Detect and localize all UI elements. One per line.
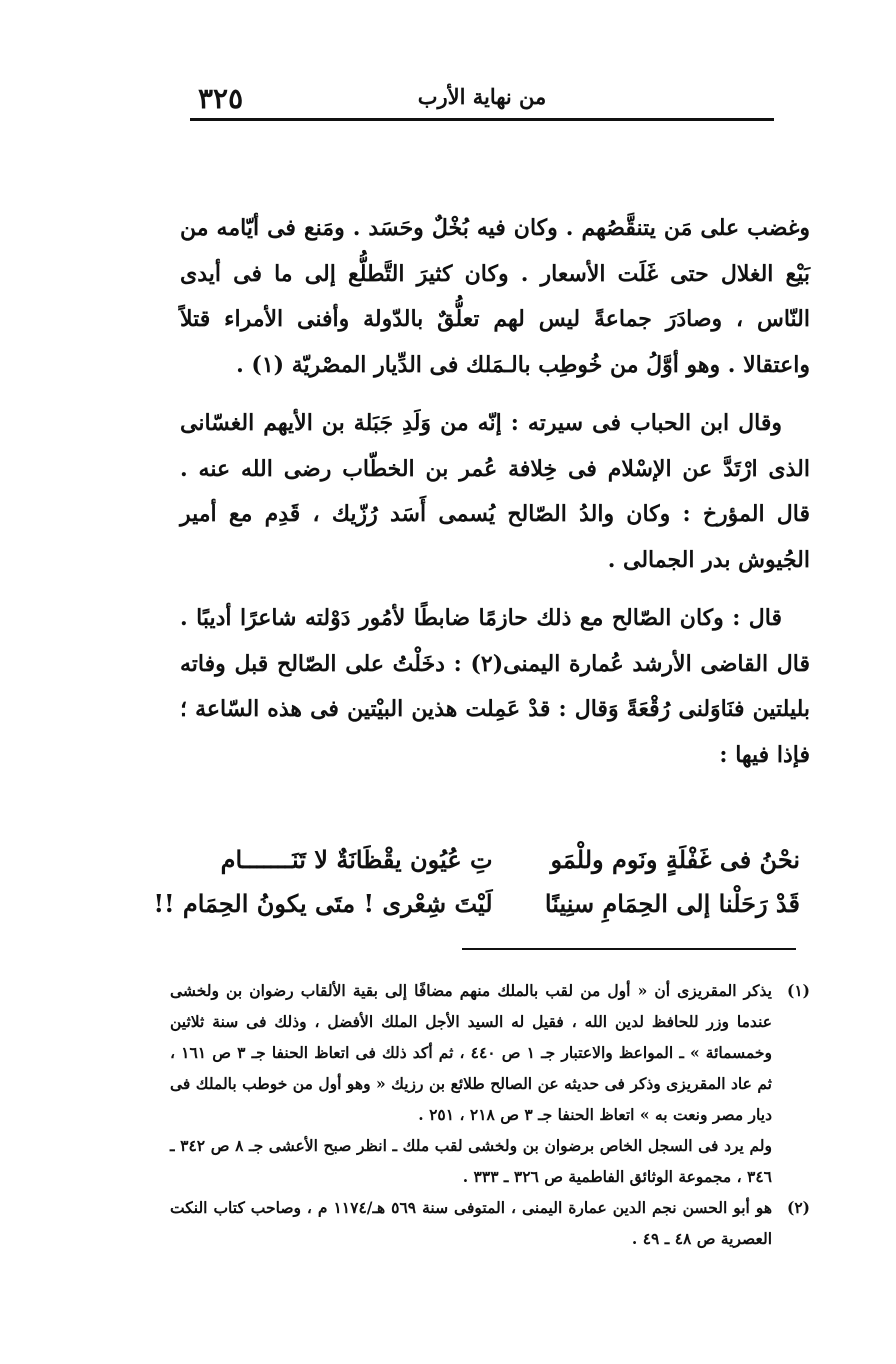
running-title: من نهاية الأرب [417,84,547,109]
verse-first-hemistich: قَدْ رَحَلْنا إلى الحِمَامِ سنِينًا [544,889,800,918]
footnote-text: يذكر المقريزى أن « أول من لقب بالملك منهم مضافًا إلى بقية الألقاب رضوان بن ولخشى عندما وزر للحافظ لدين الله ، فقيل له السيد الأجل الملك الأفضل ، وذلك فى سنة ثلاثين وخمسمائة » ـ المواعظ والاعتبار جـ ١ ص ٤٤٠ ، ثم أكد ذلك فى اتعاظ الحنفا جـ ٣ ص ١٦١ ، ثم عاد المقريزى وذكر فى حديثه عن الصالح طلائع بن رزيك « وهو أول من خوطب بالملك فى ديار مصر ونعت به » اتعاظ الحنفا جـ ٣ ص ٢١٨ ، ٢٥١ . [170,981,772,1124]
footnote-separator [462,948,796,950]
paragraph: وغضب على مَن يتنقَّصُهم . وكان فيه بُخْلٌ وحَسَد . ومَنع فى أيّامه من بَيْع الغلال حتى غَلَت الأسعار . وكان كثيرَ التَّطلُّع إلى ما فى أيدى النّاس ، وصادَرَ جماعةً ليس لهم تعلُّقٌ بالدّولة وأفنى الأمراء قتلاً واعتقالا . وهو أوَّلُ من خُوطِب بالـمَلك فى الدِّيار المصْريّة (١) . [180,215,810,378]
footnote-text: هو أبو الحسن نجم الدين عمارة اليمنى ، المتوفى سنة ٥٦٩ هـ/١١٧٤ م ، وصاحب كتاب النكت العصرية ص ٤٨ ـ ٤٩ . [170,1198,773,1248]
poem-verse [153,882,800,926]
footnotes [170,975,810,1254]
verse-second-hemistich: لَيْتَ شِعْرى ! متَى يكونُ الحِمَام !! [153,889,493,918]
verse-second-hemistich: تِ عُيُون يقْظَانَةٌ لا تَنَـــــــام [220,845,493,874]
poem-verse [220,838,800,882]
footnote-number: (١) [786,981,810,1000]
body-text [180,206,810,791]
footnote-number: (٢) [786,1198,810,1217]
paragraph: وقال ابن الحباب فى سيرته : إنّه من وَلَدِ جَبَلة بن الأيهم الغسّانى الذى ارْتَدَّ عن الإسْلام فى خِلافة عُمر بن الخطّاب رضى الله عنه . قال المؤرخ : وكان والدُ الصّالح يُسمى أَسَد رُزّيك ، قَدِم مع أمير الجُيوش بدر الجمالى . [180,410,810,573]
header-rule [190,118,774,121]
page-header [190,82,774,118]
footnote-continuation: ولم يرد فى السجل الخاص برضوان بن ولخشى لقب ملك ـ انظر صبح الأعشى جـ ٨ ص ٣٤٢ ـ ٣٤٦ ، مجموعة الوثائق الفاطمية ص ٣٢٦ ـ ٣٣٣ . [170,1136,772,1186]
poem [153,838,800,926]
footnote [170,1192,810,1254]
verse-first-hemistich: نحْنُ فى غَفْلَةٍ ونَوم وللْمَو [550,845,800,874]
page-number: ٣٢٥ [198,82,244,115]
footnote [170,975,810,1130]
paragraph: قال : وكان الصّالح مع ذلك حازمًا ضابطًا لأمُور دَوْلته شاعرًا أديبًا . قال القاضى الأرشد عُمارة اليمنى(٢) : دخَلْتُ على الصّالح قبل وفاته بليلتين فنَاوَلنى رُقْعَةً وَقال : قدْ عَمِلت هذين البيْتين فى هذه السّاعة ؛ فإذا فيها : [180,605,810,768]
